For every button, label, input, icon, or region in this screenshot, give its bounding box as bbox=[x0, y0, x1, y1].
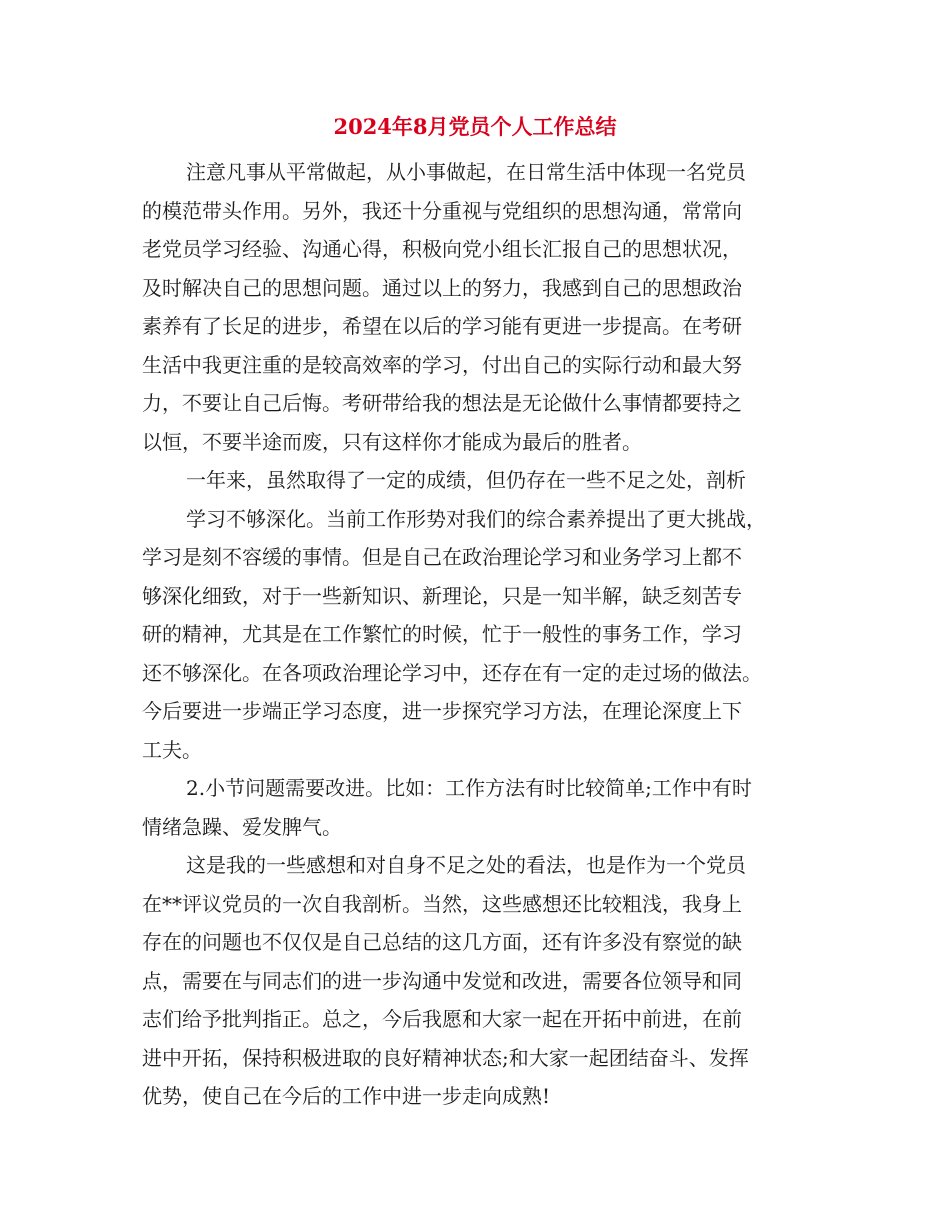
text-line: 学习是刻不容缓的事情。但是自己在政治理论学习和业务学习上都不 bbox=[142, 545, 742, 569]
text-line: 研的精神，尤其是在工作繁忙的时候，忙于一般性的事务工作，学习 bbox=[142, 622, 742, 646]
text-line: 素养有了长足的进步，希望在以后的学习能有更进一步提高。在考研 bbox=[142, 314, 742, 338]
page-title: 2024年8月党员个人工作总结 bbox=[333, 114, 617, 139]
text-line: 这是我的一些感想和对自身不足之处的看法，也是作为一个党员 bbox=[186, 853, 746, 877]
text-line: 还不够深化。在各项政治理论学习中，还存在有一定的走过场的做法。 bbox=[142, 660, 762, 685]
text-line: 老党员学习经验、沟通心得，积极向党小组长汇报自己的思想状况， bbox=[142, 237, 742, 261]
text-line: 一年来，虽然取得了一定的成绩，但仍存在一些不足之处，剖析 bbox=[186, 468, 746, 492]
text-line: 存在的问题也不仅仅是自己总结的这几方面，还有许多没有察觉的缺 bbox=[142, 930, 742, 954]
text-line: 点，需要在与同志们的进一步沟通中发觉和改进，需要各位领导和同 bbox=[142, 968, 742, 993]
text-line: 以恒，不要半途而废，只有这样你才能成为最后的胜者。 bbox=[142, 429, 642, 454]
text-line: 注意凡事从平常做起，从小事做起，在日常生活中体现一名党员 bbox=[186, 160, 746, 184]
text-line: 的模范带头作用。另外，我还十分重视与党组织的思想沟通，常常向 bbox=[142, 198, 742, 223]
text-line: 及时解决自己的思想问题。通过以上的努力，我感到自己的思想政治 bbox=[142, 275, 742, 300]
text-line: 今后要进一步端正学习态度，进一步探究学习方法，在理论深度上下 bbox=[142, 699, 742, 723]
text-line: 工夫。 bbox=[142, 737, 202, 762]
text-line: 优势，使自己在今后的工作中进一步走向成熟! bbox=[142, 1084, 551, 1108]
text-line: 志们给予批判指正。总之，今后我愿和大家一起在开拓中前进，在前 bbox=[142, 1007, 742, 1031]
document-body bbox=[142, 153, 810, 1116]
text-line: 够深化细致，对于一些新知识、新理论，只是一知半解，缺乏刻苦专 bbox=[142, 583, 742, 608]
text-line: 在**评议党员的一次自我剖析。当然，这些感想还比较粗浅，我身上 bbox=[142, 891, 742, 916]
text-line: 生活中我更注重的是较高效率的学习，付出自己的实际行动和最大努 bbox=[142, 352, 742, 377]
text-line: 进中开拓，保持积极进取的良好精神状态;和大家一起团结奋斗、发挥 bbox=[142, 1045, 749, 1070]
text-line: 情绪急躁、爱发脾气。 bbox=[142, 814, 342, 839]
text-line: 2.小节问题需要改进。比如：工作方法有时比较简单;工作中有时 bbox=[186, 776, 752, 800]
text-line: 学习不够深化。当前工作形势对我们的综合素养提出了更大挑战， bbox=[186, 506, 766, 531]
text-line: 力，不要让自己后悔。考研带给我的想法是无论做什么事情都要持之 bbox=[142, 391, 742, 415]
